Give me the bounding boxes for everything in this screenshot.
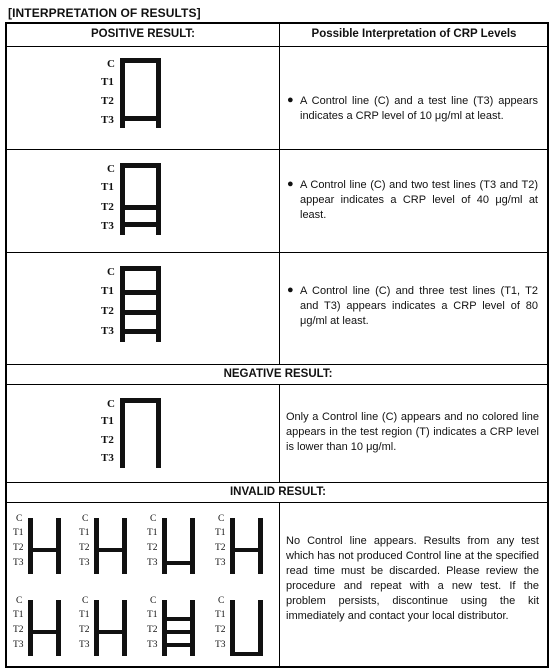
positive-row-3: C T1 T2 T3 ● A Control line (C) and three test lines (T1, T2 and T3) appears indicates a CRP level of 80 μg/ml at least. (7, 252, 547, 364)
positive-row-3-text: A Control line (C) and three test lines (T1, T2 and T3) appears indicates a CRP level of 80 μg/ml at least. (300, 285, 538, 327)
positive-row-2-text: A Control line (C) and two test lines (T3 and T2) appear indicates a CRP level of 40 μg/ml at least. (300, 179, 538, 221)
test-strip-invalid: C T1 T2 T3 (13, 596, 75, 666)
test-strip-t3-only: C T1 T2 T3 (99, 58, 169, 140)
test-strip-invalid: C T1 T2 T3 (215, 596, 277, 666)
invalid-row-text: No Control line appears. Results from any test which has not produced Control line at the specified read time must be discarded. Please review the procedure and repeat with a new test. If the problem persists, discontinue using the kit immediately and contact your local distributor. (286, 535, 539, 622)
negative-result-header: NEGATIVE RESULT: (223, 368, 333, 380)
test-strip-invalid: C T1 T2 T3 (147, 596, 209, 666)
test-strip-invalid: C T1 T2 T3 (147, 514, 209, 584)
positive-row-1-text: A Control line (C) and a test line (T3) appears indicates a CRP level of 10 μg/ml at least. (300, 95, 538, 122)
test-strip-negative: C T1 T2 T3 (99, 398, 169, 478)
interpretation-header: Possible Interpretation of CRP Levels (311, 28, 517, 40)
positive-row-2: C T1 T2 T3 ● A Control line (C) and two test lines (T3 and T2) appear indicates a CRP level of 40 μg/ml at least. (7, 149, 547, 252)
invalid-strips-grid (7, 502, 279, 668)
invalid-result-header: INVALID RESULT: (229, 486, 327, 498)
positive-row-1: C T1 T2 T3 ● A Control line (C) and a test line (T3) appears indicates a CRP level of 10 μg/ml at least. (7, 46, 547, 149)
invalid-row (7, 502, 547, 668)
test-strip-invalid: C T1 T2 T3 (79, 514, 141, 584)
test-strip-invalid: C T1 T2 T3 (13, 514, 75, 584)
test-strip-invalid: C T1 T2 T3 (215, 514, 277, 584)
negative-row-text: Only a Control line (C) appears and no colored line appears in the test region (T) indicates a CRP level is lower than 10 μg/ml. (286, 411, 539, 453)
test-strip-invalid: C T1 T2 T3 (79, 596, 141, 666)
test-strip-t2-t3: C T1 T2 T3 (99, 163, 169, 245)
section-title: [INTERPRETATION OF RESULTS] (8, 6, 201, 20)
results-table (5, 22, 549, 668)
positive-result-header: POSITIVE RESULT: (91, 28, 195, 40)
test-strip-t1-t2-t3: C T1 T2 T3 (99, 266, 169, 356)
negative-row (7, 384, 547, 482)
